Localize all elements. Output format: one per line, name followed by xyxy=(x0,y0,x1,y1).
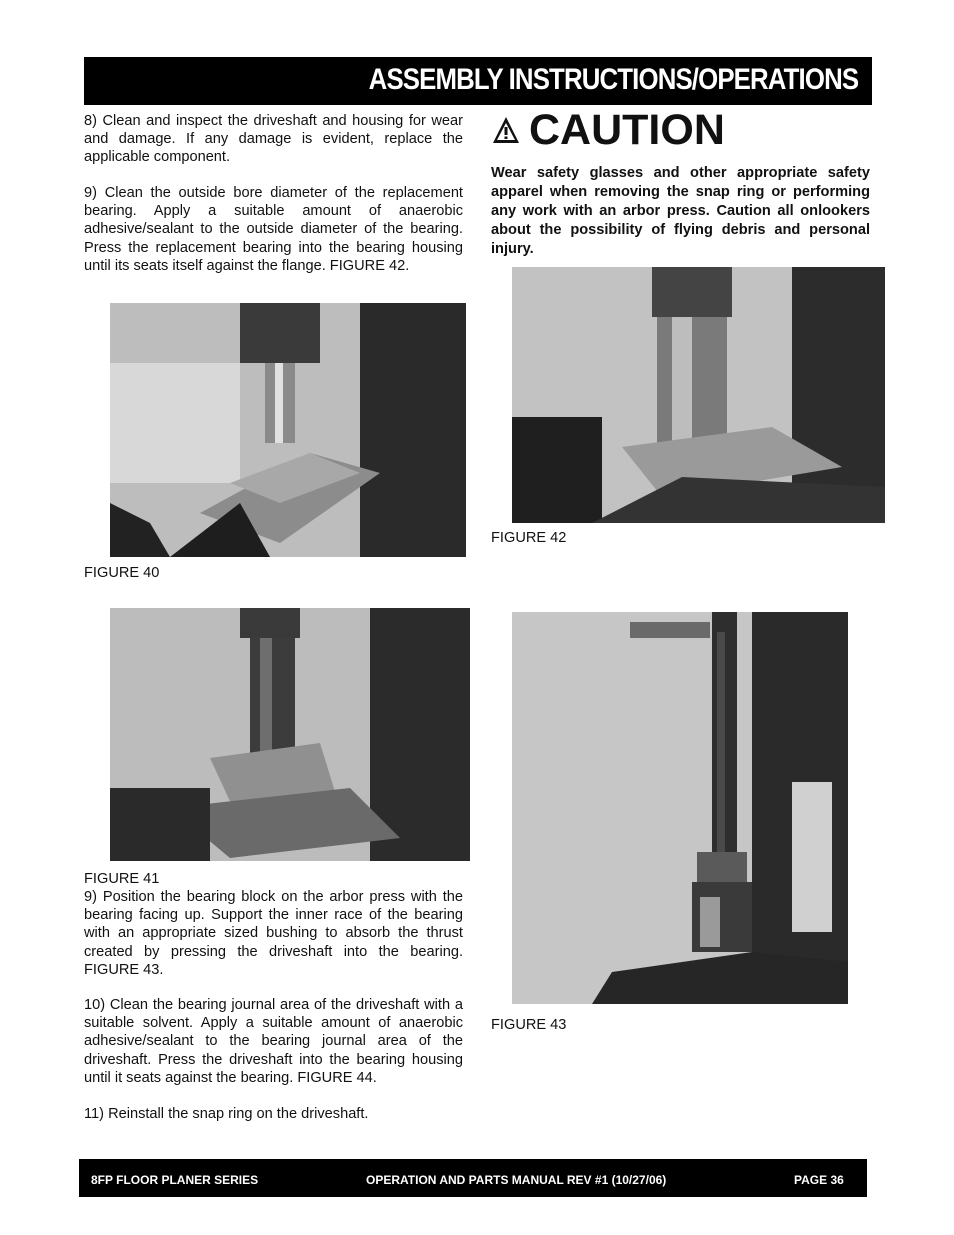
footer-manual-rev: OPERATION AND PARTS MANUAL REV #1 (10/27/06) xyxy=(366,1173,667,1187)
caution-text: Wear safety glasses and other appropriate safety apparel when removing the snap ring or performing any work with an arbor press. Caution all onlookers about the possibility of flying debris and personal injury. xyxy=(491,165,870,257)
figure-43-caption: FIGURE 43 xyxy=(491,1017,567,1033)
footer-page-number: PAGE 36 xyxy=(794,1173,844,1187)
figure-43-photo xyxy=(512,612,848,1004)
step-9b-text: 9) Position the bearing block on the arbor press with the bearing facing up. Support the inner race of the bearing with an appropriate sized bushing to absorb the thrust created by pressing the driveshaft into the bearing. FIGURE 43. xyxy=(84,889,463,978)
step-9a-text: 9) Clean the outside bore diameter of the replacement bearing. Apply a suitable amount of anaerobic adhesive/sealant to the outside diameter of the bearing. Press the replacement bearing into the bearing housing until its seats itself against the flange. FIGURE 42. xyxy=(84,185,463,274)
figure-42-photo xyxy=(512,267,885,523)
footer-bar xyxy=(79,1159,867,1197)
step-8-text: 8) Clean and inspect the driveshaft and housing for wear and damage. If any damage is evident, replace the applicable component. xyxy=(84,113,463,166)
figure-40-caption: FIGURE 40 xyxy=(84,565,160,581)
header-bar xyxy=(84,57,872,105)
caution-title: CAUTION xyxy=(529,105,725,154)
figure-42-caption: FIGURE 42 xyxy=(491,530,567,546)
caution-heading xyxy=(491,104,725,156)
step-10-text: 10) Clean the bearing journal area of the driveshaft with a suitable solvent. Apply a suitable amount of anaerobic adhesive/sealant to the bearing journal area of the driveshaft. Press the driveshaft into the bearing housing until it seats against the bearing. FIGURE 44. xyxy=(84,997,463,1086)
figure-40-photo xyxy=(110,303,466,557)
page-title: ASSEMBLY INSTRUCTIONS/OPERATIONS xyxy=(368,63,858,96)
warning-triangle-icon xyxy=(491,115,521,145)
step-11-text: 11) Reinstall the snap ring on the driveshaft. xyxy=(84,1106,369,1122)
figure-41-caption: FIGURE 41 xyxy=(84,871,160,887)
figure-41-photo xyxy=(110,608,470,861)
footer-series: 8FP FLOOR PLANER SERIES xyxy=(91,1173,259,1187)
